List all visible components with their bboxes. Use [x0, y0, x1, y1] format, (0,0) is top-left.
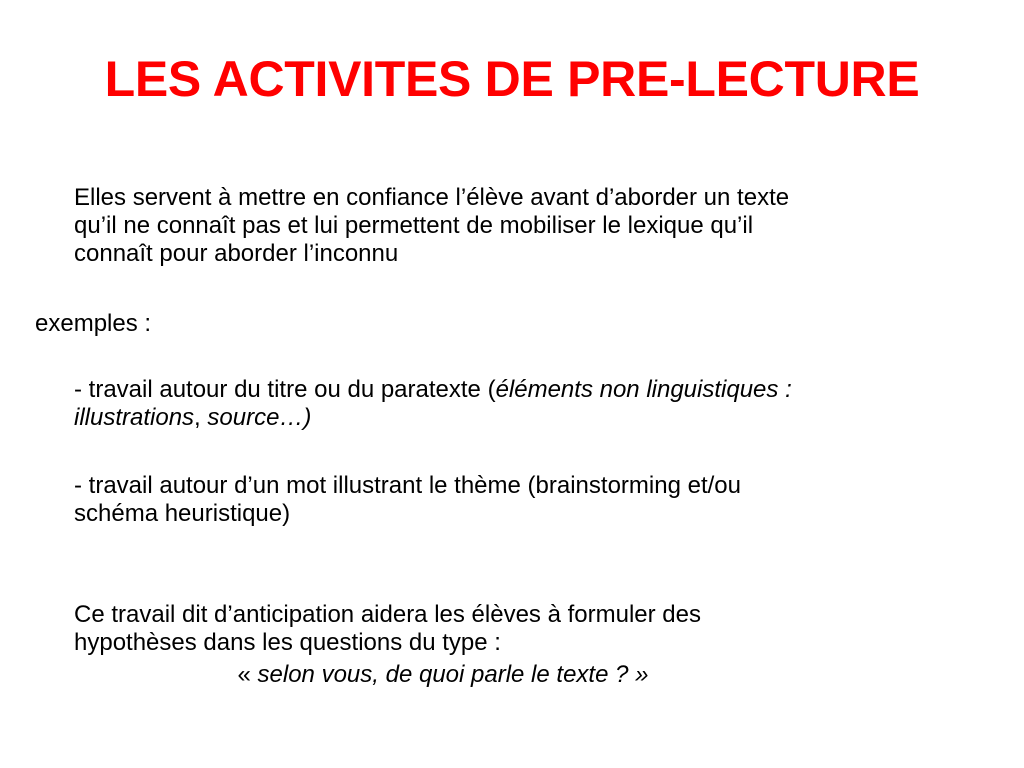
intro-line-1: Elles servent à mettre en confiance l’élève avant d’aborder un texte	[74, 184, 790, 211]
quote-text: selon vous, de quoi parle le texte ? »	[257, 661, 649, 688]
example-item-1-italic-2: illustrations	[74, 404, 195, 431]
quote-open-mark: «	[237, 661, 258, 688]
conclusion-line-1: Ce travail dit d’anticipation aidera les élèves à formuler des	[74, 601, 701, 628]
example-item-1-line-2	[74, 404, 974, 432]
quote-question	[74, 661, 812, 689]
example-item-1-italic-1: éléments non linguistiques :	[495, 376, 792, 403]
example-item-1-prefix: - travail autour du titre ou du paratexte (	[74, 376, 496, 403]
conclusion-line-2: hypothèses dans les questions du type :	[74, 629, 501, 656]
example-item-1-separator: ,	[194, 404, 208, 431]
intro-line-3: connaît pour aborder l’inconnu	[74, 240, 399, 267]
example-item-1-italic-3: source…)	[207, 404, 312, 431]
example-item-2	[74, 472, 974, 528]
example-item-1	[74, 376, 974, 432]
example-item-2-line-1: - travail autour d’un mot illustrant le thème (brainstorming et/ou	[74, 472, 741, 499]
intro-line-2: qu’il ne connaît pas et lui permettent de mobiliser le lexique qu’il	[74, 212, 754, 239]
example-item-2-line-2: schéma heuristique)	[74, 500, 291, 527]
examples-label: exemples :	[35, 310, 152, 337]
conclusion-paragraph	[74, 601, 974, 657]
slide-title: LES ACTIVITES DE PRE-LECTURE	[104, 51, 920, 107]
intro-paragraph	[74, 184, 974, 268]
example-item-1-line-1	[74, 376, 974, 404]
